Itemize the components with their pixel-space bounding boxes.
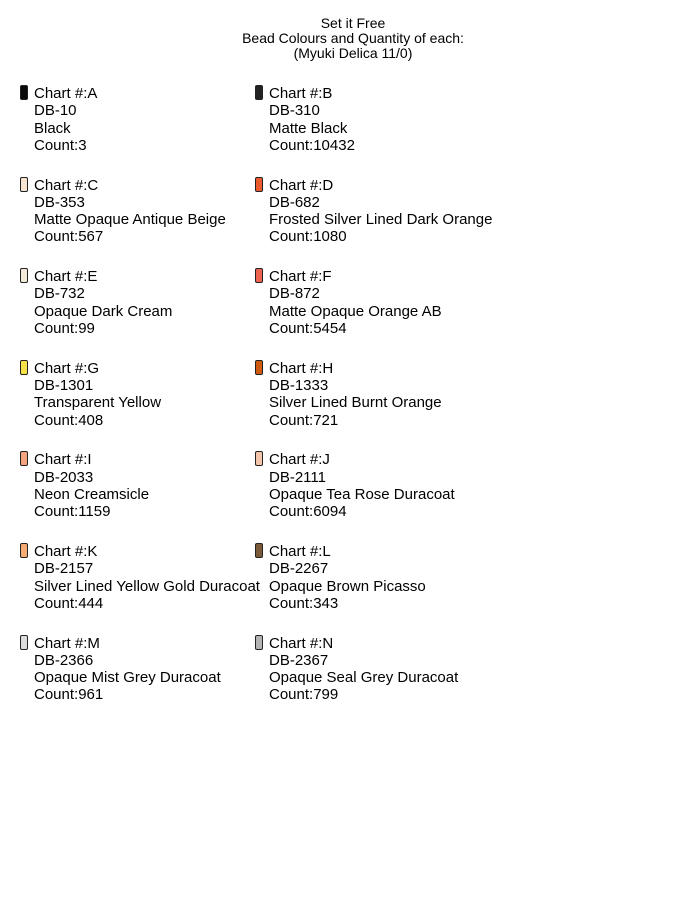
chart-label: Chart #:M: [34, 634, 100, 652]
color-swatch: [20, 451, 28, 466]
bead-entry: [255, 543, 580, 635]
bead-name: Silver Lined Burnt Orange: [269, 394, 442, 412]
chart-label: Chart #:I: [34, 451, 92, 469]
bead-color-list: [20, 85, 580, 726]
chart-label: Chart #:G: [34, 359, 100, 377]
bead-count: Count:1159: [34, 503, 111, 521]
chart-label: Chart #:L: [269, 542, 331, 560]
bead-entry: [255, 451, 580, 543]
bead-name: Transparent Yellow: [34, 394, 162, 412]
bead-count: Count:5454: [269, 320, 347, 338]
bead-count: Count:3: [34, 136, 87, 154]
color-swatch: [255, 85, 263, 100]
chart-label: Chart #:A: [34, 85, 98, 102]
bead-code: DB-353: [34, 193, 85, 211]
color-swatch: [20, 360, 28, 375]
bead-count: Count:6094: [269, 503, 347, 521]
bead-entry: [255, 360, 580, 452]
chart-label: Chart #:K: [34, 542, 98, 560]
bead-code: DB-1301: [34, 377, 94, 395]
chart-label: Chart #:N: [269, 634, 334, 652]
bead-count: Count:961: [34, 686, 104, 704]
bead-count: Count:99: [34, 320, 95, 338]
bead-code: DB-1333: [269, 377, 329, 395]
bead-entry: [255, 268, 580, 360]
bead-entry: [20, 542, 260, 635]
color-swatch: [255, 360, 263, 375]
bead-code: DB-682: [269, 193, 320, 211]
pattern-title: Set it Free: [320, 15, 386, 31]
color-swatch: [255, 268, 263, 283]
bead-code: DB-2157: [34, 560, 94, 578]
color-swatch: [20, 85, 28, 100]
bead-name: Opaque Brown Picasso: [269, 577, 426, 595]
bead-count: Count:799: [269, 686, 339, 704]
bead-code: DB-732: [34, 285, 85, 303]
bead-code: DB-872: [269, 285, 320, 303]
color-swatch: [255, 543, 263, 558]
bead-count: Count:444: [34, 594, 104, 612]
chart-label: Chart #:J: [269, 451, 330, 469]
bead-entry: [20, 85, 255, 177]
bead-entry: [20, 635, 255, 727]
bead-code: DB-310: [269, 102, 320, 120]
bead-code: DB-2111: [269, 468, 326, 486]
bead-code: DB-2367: [269, 651, 329, 669]
pattern-subtitle: Bead Colours and Quantity of each:: [242, 30, 464, 46]
chart-label: Chart #:C: [34, 176, 99, 194]
bead-name: Opaque Dark Cream: [34, 302, 173, 320]
bead-code: DB-2267: [269, 560, 329, 578]
chart-label: Chart #:E: [34, 268, 98, 286]
document-header: [0, 16, 700, 61]
bead-code: DB-2033: [34, 468, 94, 486]
bead-count: Count:408: [34, 411, 104, 429]
bead-count: Count:343: [269, 594, 339, 612]
bead-entry: [255, 635, 580, 727]
bead-name: Matte Opaque Antique Beige: [34, 211, 226, 229]
color-swatch: [20, 177, 28, 192]
bead-code: DB-2366: [34, 651, 94, 669]
bead-entry: [20, 268, 255, 360]
bead-entry: [20, 177, 255, 269]
bead-name: Matte Opaque Orange AB: [269, 302, 442, 320]
bead-entry: [20, 360, 255, 452]
color-swatch: [20, 635, 28, 650]
bead-name: Opaque Seal Grey Duracoat: [269, 669, 459, 687]
bead-name: Matte Black: [269, 119, 348, 137]
color-swatch: [20, 268, 28, 283]
bead-name: Frosted Silver Lined Dark Orange: [269, 211, 493, 229]
bead-name: Neon Creamsicle: [34, 485, 150, 503]
bead-name: Opaque Mist Grey Duracoat: [34, 669, 221, 687]
bead-entry: [20, 451, 255, 543]
bead-entry: [255, 85, 580, 177]
color-swatch: [255, 451, 263, 466]
chart-label: Chart #:H: [269, 359, 334, 377]
bead-name: Opaque Tea Rose Duracoat: [269, 485, 455, 503]
bead-count: Count:567: [34, 228, 104, 246]
bead-name: Black: [34, 119, 71, 137]
color-swatch: [20, 543, 28, 558]
bead-entry: [255, 177, 580, 269]
bead-count: Count:721: [269, 411, 339, 429]
chart-label: Chart #:B: [269, 85, 333, 102]
bead-code: DB-10: [34, 102, 77, 120]
bead-count: Count:1080: [269, 228, 347, 246]
color-swatch: [255, 635, 263, 650]
bead-count: Count:10432: [269, 136, 355, 154]
bead-name: Silver Lined Yellow Gold Duracoat: [34, 577, 260, 595]
bead-brand-note: (Myuki Delica 11/0): [293, 45, 413, 61]
chart-label: Chart #:F: [269, 268, 332, 286]
color-swatch: [255, 177, 263, 192]
chart-label: Chart #:D: [269, 176, 334, 194]
